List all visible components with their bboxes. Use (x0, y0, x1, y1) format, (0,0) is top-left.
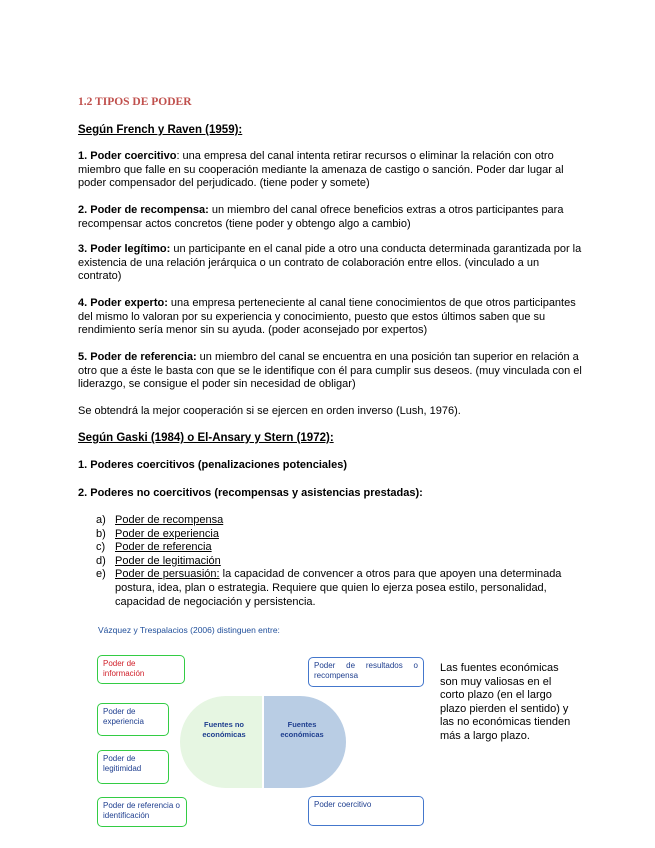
item-label: 3. Poder legítimo: (78, 243, 171, 255)
list-item: d) Poder de legitimación (96, 554, 221, 567)
point-coercitivos: 1. Poderes coercitivos (penalizaciones potenciales) (78, 459, 347, 471)
list-item: e) Poder de persuasión: la capacidad de convencer a otros para que apoyen una determinada postura, idea, plan o estrategia. Requiere que quien lo ejerza posea estilo, personalidad, capacidad de negociación y persistencia. (96, 568, 562, 608)
item-recompensa (78, 204, 583, 231)
box-resultados: Poder de resultados o recompensa (308, 657, 424, 687)
item-label: 2. Poder de recompensa: (78, 204, 209, 216)
item-text: un miembro del canal ofrece beneficios extras a otros participantes para recompensar actos concretos (tiene poder y obtengo algo a cambio) (78, 204, 564, 230)
list-item: b) Poder de experiencia (96, 527, 219, 540)
point-no-coercitivos: 2. Poderes no coercitivos (recompensas y asistencias prestadas): (78, 487, 423, 499)
side-note: Las fuentes económicas son muy valiosas en el corto plazo (en el largo plazo pierden el sentido) y las no económicas tienden más a largo plazo. (440, 662, 571, 742)
list-item: a) Poder de recompensa (96, 514, 224, 526)
economic-shape (264, 696, 346, 788)
section2-title: Según Gaski (1984) o El-Ansary y Stern (1972): (78, 432, 334, 444)
conclusion-text: Se obtendrá la mejor cooperación si se ejercen en orden inverso (Lush, 1976). (78, 405, 461, 417)
item-text: un participante en el canal pide a otro una conducta determinada garantizada por la existencia de una relación jerárquica o un contrato de colaboración entre ellos. (vinculado a un contrato) (78, 243, 582, 283)
powers-list (96, 514, 586, 609)
non-economic-label: Fuentes no económicas (202, 720, 246, 739)
item-text: un miembro del canal se encuentra en una posición tan superior en relación a otro que a éste le basta con que se le identifique con él para cumplir sus deseos. (muy vinculada con el liderazgo, se consigue el poder sin necesidad de obligar) (78, 351, 582, 391)
item-referencia (78, 351, 583, 392)
section1-title: Según French y Raven (1959): (78, 124, 243, 136)
section-heading: 1.2 TIPOS DE PODER (78, 96, 192, 108)
box-informacion: Poder de información (97, 655, 185, 684)
box-referencia: Poder de referencia o identificación (97, 797, 187, 827)
item-coercitivo: 1. Poder coercitivo: una empresa del canal intenta retirar recursos o eliminar la relación con otro miembro que falle en su cooperación mediante la amenaza de castigo o sanción. Poder dar lugar al poder compensador del perjudicado. (tiene poder y somete) (78, 150, 564, 190)
box-legitimidad: Poder de legitimidad (97, 750, 169, 784)
item-text: una empresa del canal intenta retirar recursos o eliminar la relación con otro miembro que falle en su cooperación mediante la amenaza de castigo o sanción. Poder dar lugar al poder compensador del perjudicado. (tiene poder y somete) (78, 150, 564, 190)
box-experiencia: Poder de experiencia (97, 703, 169, 736)
item-label: 1. Poder coercitivo (78, 150, 177, 162)
item-text: una empresa perteneciente al canal tiene conocimientos de que otros participantes del mismo lo valoran por su experiencia y conocimiento, puesto que estos últimos saben que su rendimiento sería menor sin su ayuda. (poder aconsejado por expertos) (78, 297, 576, 337)
box-resultados-line1: Poder de resultados o (314, 661, 418, 670)
item-label: 5. Poder de referencia: (78, 351, 197, 363)
economic-label: Fuentes económicas (280, 720, 324, 739)
list-item: c) Poder de referencia (96, 541, 212, 554)
box-coercitivo: Poder coercitivo (308, 796, 424, 826)
item-label: 4. Poder experto: (78, 297, 168, 309)
item-legitimo (78, 243, 583, 284)
item-experto (78, 297, 583, 338)
non-economic-shape (180, 696, 262, 788)
diagram-title: Vázquez y Trespalacios (2006) distinguen entre: (98, 625, 280, 635)
